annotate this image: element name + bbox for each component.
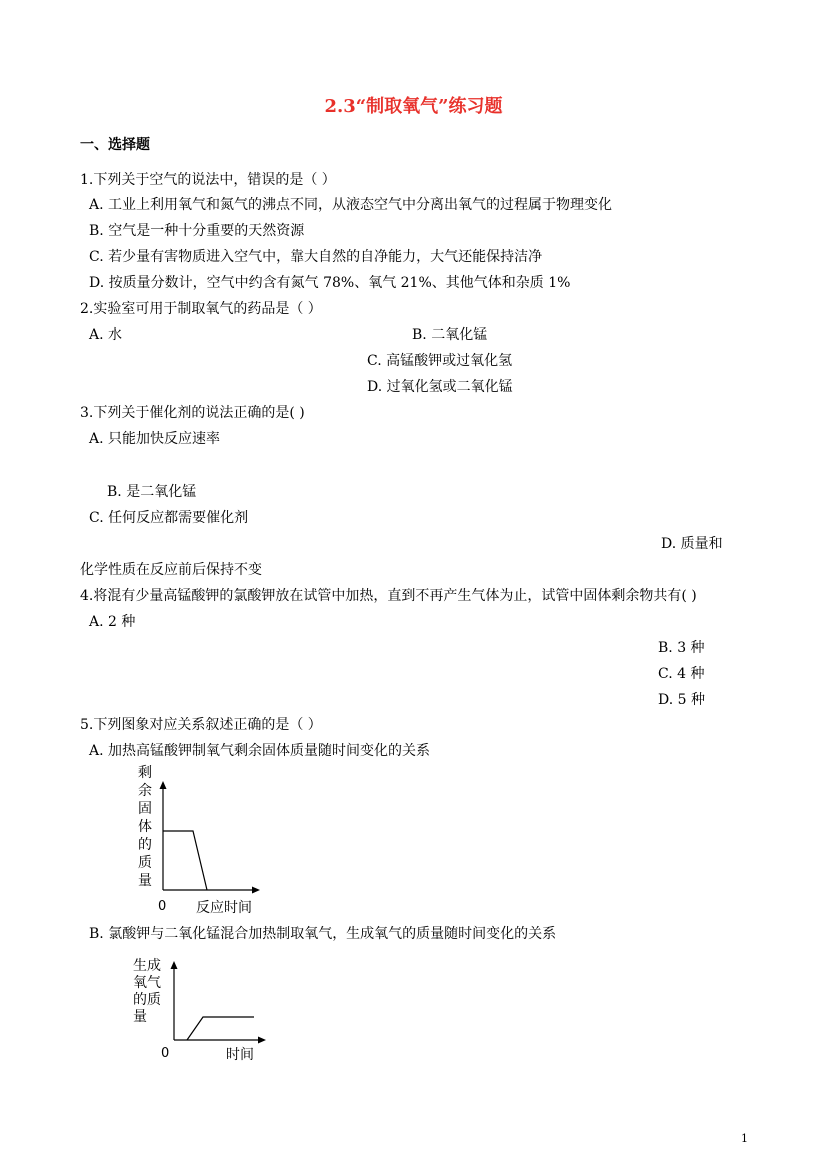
graph-a-x-arrow — [252, 887, 260, 894]
graph-b-x-arrow — [258, 1037, 266, 1044]
question-2-option-b[interactable]: B. 二氧化锰 — [412, 327, 488, 343]
graph-b-ylabel-line: 的质 — [133, 992, 161, 1008]
question-5-stem: 5.下列图象对应关系叙述正确的是（ ） — [80, 717, 322, 733]
section-heading: 一、选择题 — [80, 137, 150, 153]
question-1-option-b[interactable]: B. 空气是一种十分重要的天然资源 — [89, 223, 305, 239]
question-4-stem: 4.将混有少量高锰酸钾的氯酸钾放在试管中加热，直到不再产生气体为止，试管中固体剩余物共有( ) — [80, 588, 697, 604]
question-4-option-a[interactable]: A. 2 种 — [89, 614, 136, 630]
question-1-option-d[interactable]: D. 按质量分数计，空气中约含有氮气 78%、氧气 21%、其他气体和杂质 1% — [89, 275, 571, 291]
graph-b-ylabel-line: 氧气 — [133, 975, 161, 991]
graph-b-curve — [187, 1017, 254, 1040]
question-2-option-c[interactable]: C. 高锰酸钾或过氧化氢 — [367, 353, 513, 369]
question-1-option-a[interactable]: A. 工业上利用氧气和氮气的沸点不同，从液态空气中分离出氧气的过程属于物理变化 — [89, 197, 613, 213]
graph-a-ylabel-char: 固 — [138, 801, 152, 817]
question-2-option-a[interactable]: A. 水 — [89, 327, 123, 343]
question-3-option-a[interactable]: A. 只能加快反应速率 — [89, 431, 221, 447]
graph-a-curve — [163, 831, 207, 890]
question-4-option-d[interactable]: D. 5 种 — [658, 692, 705, 708]
graph-a-y-arrow — [160, 781, 167, 789]
graph-a-ylabel-char: 剩 — [138, 765, 152, 781]
graph-b-ylabel-line: 量 — [133, 1009, 147, 1025]
question-2-stem: 2.实验室可用于制取氧气的药品是（ ） — [80, 301, 322, 317]
question-4-option-c[interactable]: C. 4 种 — [658, 666, 705, 682]
graph-a-ylabel-char: 的 — [138, 837, 152, 853]
question-3-option-d[interactable]: D. 质量和 — [661, 536, 723, 552]
graph-b-ylabel-line: 生成 — [133, 958, 161, 974]
question-5-option-a[interactable]: A. 加热高锰酸钾制氧气剩余固体质量随时间变化的关系 — [89, 743, 431, 759]
graph-b-ylabel — [133, 957, 161, 1025]
graph-a-origin: 0 — [158, 899, 167, 914]
question-2-option-d[interactable]: D. 过氧化氢或二氧化锰 — [367, 379, 513, 395]
page-title: 2.3“制取氧气”练习题 — [324, 96, 503, 117]
graph-b — [130, 950, 270, 1065]
question-3-option-d-continued: 化学性质在反应前后保持不变 — [80, 562, 262, 578]
question-3-option-c[interactable]: C. 任何反应都需要催化剂 — [89, 510, 249, 526]
graph-a-ylabel-char: 余 — [138, 783, 152, 799]
question-3-option-b[interactable]: B. 是二氧化锰 — [107, 484, 197, 500]
graph-b-origin: 0 — [161, 1046, 170, 1061]
graph-a-ylabel-char: 量 — [138, 873, 152, 889]
graph-a — [130, 762, 270, 917]
question-3-stem: 3.下列关于催化剂的说法正确的是( ) — [80, 405, 305, 421]
question-4-option-b[interactable]: B. 3 种 — [658, 640, 705, 656]
graph-a-ylabel-char: 质 — [138, 855, 152, 871]
question-5-option-b[interactable]: B. 氯酸钾与二氧化锰混合加热制取氧气，生成氧气的质量随时间变化的关系 — [89, 926, 557, 942]
question-1-option-c[interactable]: C. 若少量有害物质进入空气中，靠大自然的自净能力，大气还能保持洁净 — [89, 249, 543, 265]
page-number: 1 — [741, 1132, 748, 1145]
graph-a-ylabel-char: 体 — [138, 819, 152, 835]
graph-b-y-arrow — [171, 961, 178, 969]
graph-a-xlabel: 反应时间 — [196, 900, 252, 916]
graph-b-xlabel: 时间 — [226, 1047, 254, 1063]
graph-a-ylabel — [138, 765, 152, 889]
question-1-stem: 1.下列关于空气的说法中，错误的是（ ） — [80, 172, 336, 188]
